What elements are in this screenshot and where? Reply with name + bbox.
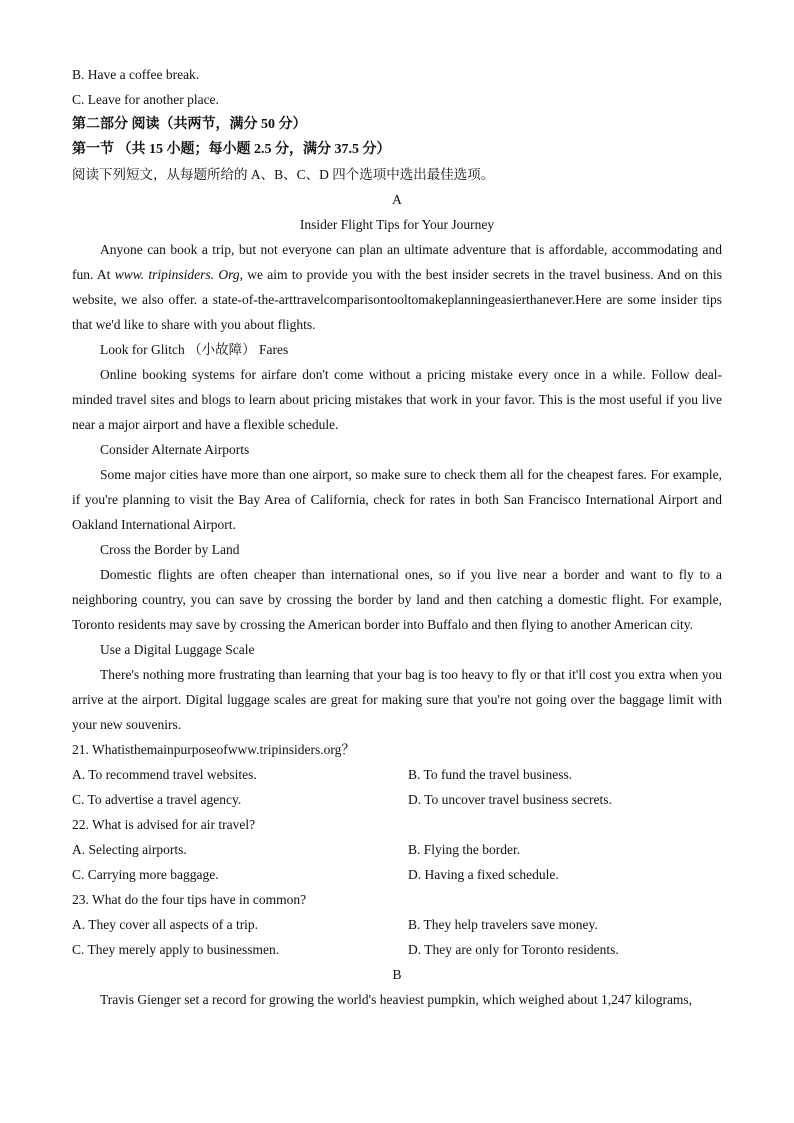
passage-a-intro (72, 237, 722, 337)
question-23-option-b: B. They help travelers save money. (408, 917, 598, 932)
tip-heading-glitch: Look for Glitch （小故障） Fares (100, 342, 289, 357)
question-23-options-row1 (72, 912, 722, 937)
question-22-stem: 22. What is advised for air travel? (72, 817, 256, 832)
question-21-option-d: D. To uncover travel business secrets. (408, 792, 612, 807)
option-b-prev: B. Have a coffee break. (72, 67, 200, 82)
intro-text-1: Anyone can book a trip, but not everyone can plan an ultimate adventure that is affordable, accommodating and fun. At (72, 242, 722, 282)
passage-a-letter: A (392, 192, 402, 207)
question-23-stem: 23. What do the four tips have in common? (72, 892, 307, 907)
exam-page (72, 62, 722, 1012)
question-21-stem: 21. Whatisthemainpurposeofwww.tripinsiders.org？ (72, 742, 355, 757)
tip-heading-border: Cross the Border by Land (100, 542, 240, 557)
tip-heading-airports: Consider Alternate Airports (100, 442, 250, 457)
option-c-prev: C. Leave for another place. (72, 92, 219, 107)
question-22-option-c: C. Carrying more baggage. (72, 867, 219, 882)
question-23-option-a: A. They cover all aspects of a trip. (72, 917, 259, 932)
tip-body-luggage: There's nothing more frustrating than learning that your bag is too heavy to fly or that it'll cost you extra when you arrive at the airport. Digital luggage scales are great for making sure that you're not going over the baggage limit with your new souvenirs. (72, 667, 722, 732)
website-url: www. tripinsiders. Org (114, 267, 240, 282)
question-21-option-c: C. To advertise a travel agency. (72, 792, 242, 807)
intro-text-2: , we aim to provide you with the best insider secrets in the travel business. And on this website, we also offer. a state-of-the-arttravelcomparisontooltomakeplanningeasierthanever.Here are some insider tips that we'd like to share with you about flights. (72, 267, 722, 332)
subsection-title: 第一节 （共 15 小题；每小题 2.5 分，满分 37.5 分） (72, 142, 391, 157)
instructions: 阅读下列短文，从每题所给的 A、B、C、D 四个选项中选出最佳选项。 (72, 167, 495, 182)
tip-body-airports: Some major cities have more than one airport, so make sure to check them all for the cheapest fares. For example, if you're planning to visit the Bay Area of California, check for rates in both San Francisco International Airport and Oakland International Airport. (72, 467, 722, 532)
question-23-option-d: D. They are only for Toronto residents. (408, 942, 619, 957)
passage-b-letter: B (392, 967, 402, 982)
question-21-options-row1 (72, 762, 722, 787)
question-23-option-c: C. They merely apply to businessmen. (72, 942, 280, 957)
tip-body-border: Domestic flights are often cheaper than international ones, so if you live near a border and want to fly to a neighboring country, you can save by crossing the border by land and then catching a domestic flight. For example, Toronto residents may save by crossing the American border into Buffalo and then flying to another American city. (72, 567, 722, 632)
tip-heading-luggage: Use a Digital Luggage Scale (100, 642, 255, 657)
question-22-options-row2 (72, 862, 722, 887)
tip-body-glitch: Online booking systems for airfare don't come without a pricing mistake every once in a while. Follow deal-minded travel sites and blogs to learn about pricing mistakes that work in your favor. This is the most useful if you live near a major airport and have a flexible schedule. (72, 367, 722, 432)
question-22-option-d: D. Having a fixed schedule. (408, 867, 559, 882)
question-22-option-a: A. Selecting airports. (72, 842, 187, 857)
question-22-options-row1 (72, 837, 722, 862)
passage-b-first-line: Travis Gienger set a record for growing the world's heaviest pumpkin, which weighed about 1,247 kilograms, (100, 992, 693, 1007)
question-22-option-b: B. Flying the border. (408, 842, 521, 857)
question-23-options-row2 (72, 937, 722, 962)
question-21-options-row2 (72, 787, 722, 812)
question-21-option-a: A. To recommend travel websites. (72, 767, 257, 782)
question-21-option-b: B. To fund the travel business. (408, 767, 573, 782)
part-title: 第二部分 阅读（共两节，满分 50 分） (72, 117, 307, 132)
passage-a-title: Insider Flight Tips for Your Journey (299, 217, 495, 232)
